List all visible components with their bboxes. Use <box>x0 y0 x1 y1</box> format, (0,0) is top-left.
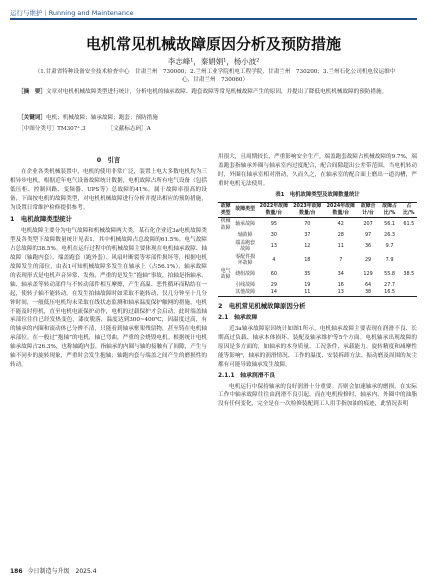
table-cell: 26.3 <box>384 232 396 239</box>
keywords-text: 电机；机械故障；轴承故障；跑套；预防措施 <box>45 115 158 121</box>
table-cell: 28 <box>337 232 344 239</box>
table-cell: 零配件损坏故障 <box>235 253 255 267</box>
abstract-label: ［摘 要］ <box>18 89 46 95</box>
table-cell: 9.7 <box>385 242 394 249</box>
table-cell: 12 <box>304 242 311 249</box>
table-cell: 30 <box>270 232 277 239</box>
table-cell: 机械故障 <box>220 218 231 231</box>
keywords <box>18 113 409 121</box>
table-row <box>218 217 417 232</box>
table-cell: 129 <box>363 270 373 277</box>
fault-table <box>218 202 417 298</box>
table-cell <box>401 232 417 240</box>
table-cell: 电气故障 <box>220 267 231 281</box>
running-header: 运行与维护 | Running and Maintenance <box>10 9 134 17</box>
table-row <box>218 267 417 281</box>
table-cell <box>401 289 417 297</box>
table-row <box>218 281 417 289</box>
header-rule <box>10 18 417 20</box>
table-header-cell: 故障合计/台 <box>358 202 379 217</box>
table-cell: 36 <box>364 242 372 249</box>
table-cell <box>401 253 417 267</box>
affiliation: （1.甘肃省特种设备安全技术检查中心 甘肃兰州 730000；2.兰州工业学院机电工程学院，甘肃兰州 730200；3.兰州石化公司机电仪运维中心，甘肃兰州 730060） <box>34 69 396 83</box>
table-row <box>218 232 417 240</box>
table-cell: 35 <box>304 270 311 277</box>
section211-heading: 2.1.1 轴承润滑不良 <box>218 372 276 379</box>
article-title: 电机常见机械故障原因分析及预防措施 <box>85 35 341 53</box>
table-header-cell: 故障类型 <box>218 202 233 217</box>
authors: 李志峰¹，秦娟娟¹，杨小波² <box>167 57 260 66</box>
table-cell: 29 <box>270 281 277 288</box>
header-section-en: Running and Maintenance <box>48 9 134 17</box>
clc-number: ［中图分类号］TM307⁺.3 <box>18 126 86 132</box>
table-cell: 轴承故障 <box>235 221 255 228</box>
table-cell: 绕组故障 <box>235 270 255 277</box>
table-cell: 7 <box>339 256 343 263</box>
section2-heading: 2 电机常见机械故障原因分析 <box>218 302 306 311</box>
table-cell: 13 <box>324 289 357 297</box>
table-cell: 端盖跑套故障 <box>235 239 255 253</box>
table-header-cell: 故障占比/% <box>379 202 401 217</box>
table-cell: 14 <box>257 289 290 297</box>
table-cell: 18 <box>304 256 311 263</box>
table-cell: 其他故障 <box>233 289 257 297</box>
table-header-cell: 2023年故障数量/台 <box>291 202 324 217</box>
table-cell: 61.5 <box>403 221 415 228</box>
table-cell: 16.5 <box>379 289 401 297</box>
intro-heading: 0 引言 <box>96 156 121 164</box>
table-cell: 引线故障 <box>235 281 255 288</box>
table-cell: 29 <box>364 256 372 263</box>
table-cell: 34 <box>337 270 344 277</box>
table-row <box>218 239 417 253</box>
table-cell: 64 <box>364 281 372 288</box>
table-row <box>218 289 417 297</box>
table-caption: 表1 电机故障类型及故障数量统计 <box>275 191 360 198</box>
table-cell <box>218 289 233 297</box>
table-header-cell: 故障类型 <box>233 202 257 217</box>
table-cell: 27.7 <box>384 281 396 288</box>
table-cell: 37 <box>304 232 311 239</box>
table-cell: 11 <box>337 242 344 249</box>
abstract <box>18 88 409 97</box>
table-header-cell: 占比/% <box>401 202 417 217</box>
table-cell: 95 <box>270 221 277 228</box>
intro-paragraph: 在企业各类机械装置中，电机的使用非常广泛，装置上电大多数电机均为三相异步电机，根据近年电气设备故障统计数据，电机故障占所有电气设备（包括低压柜、控制回路、变频器、UPS等）总故障的41%。属于故障率很高的设备，下面按电机的故障类型，对电机机械故障进行分析并提出相应的预防措施，为设置日常维护检修提供参考。 <box>10 168 207 211</box>
table-row <box>218 253 417 267</box>
page-number: 186 <box>10 568 23 575</box>
section1-paragraph: 电机故障主要分为电气故障和机械故障两大类，某石化企业近3a电机故障类型及各类型下故障数量统计见表1，其中机械故障占总故障的61.5%。电气故障占总故障的38.5%。电机在运行过程中的机械故障主要体现在电机轴承故障、轴故障（轴跑内套）、端盖跑套（跑外套）、风扇叶断裂等零部件损坏等，根据电机故障发生的部位，由表1可知机械故障多发生在轴承上（占56.1%），轴承故障的表现形式是电机声音异常、发热，严重的是发生“抱轴”事故，拍轴是指轴承、轴、轴承盖等转动部件与不转动部件相互摩擦，产生高温、恶性循环而粘结在一起，使转子轴不能转动。在发生拍轴故障时如采取不能转动，仅几分钟至十几分钟时间，一般低压电机均未采取在线状态监测和轴承温度保护触网的措施，电机不能及时停机，直至电机电流保护动作，电机的过载保护才会启动，此时端盖轴承部位往往已经发热变色，漆皮脱落，温度达到300~400℃，因温度过高，有的轴承的内圈和滚动体已分辨不清，只能看到轴承框架残留物，甚至铸在电机轴承部位。在一般过“抱轴”的电机，轴已弯曲，严重的会烧毁电机。根据统计电机轴承故障占26.3%，也称轴跑内套，指轴承的内圈与轴的接触有了间隙，产生与轴不同步的旋转现象，严重时会发生抱轴；轴跑内套与端盖之间产生的磨损性的转动。 <box>10 228 207 368</box>
table-cell <box>218 232 233 240</box>
table-cell: 207 <box>363 221 373 228</box>
table-cell: 42 <box>337 221 344 228</box>
right-paragraph-1: 用很大，且周期较长，严重影响安全生产。端盖跑套故障占机械故障的9.7%，端盖跑套指轴承外圈与轴承室内过度配合，配合间隙超出公差带范围，当电机转动时，外圈在轴承室相对滑动，久而久之，在轴承室的配合面上磨出一道沟槽，严重时电机无法使用。 <box>218 154 417 187</box>
journal-name: 今日制造与升级 2025.4 <box>27 568 97 575</box>
table-header-cell: 2024年故障数量/台 <box>324 202 357 217</box>
left-column <box>10 153 207 370</box>
abstract-text: 文章对电机机械故障类型进行统计，分析电机的轴承故障、跑套故障等常见机械故障产生的原因，并提出了降低电机机械故障的预防措施。 <box>45 89 388 95</box>
table-cell: 轴故障 <box>237 232 253 239</box>
table-cell <box>218 253 233 267</box>
table-cell <box>218 281 233 289</box>
table-cell: 60 <box>270 270 277 277</box>
table-cell <box>401 281 417 289</box>
table-cell: 70 <box>304 221 311 228</box>
section211-paragraph: 电机运行中保持轴承的良好润滑十分重要。否则会加速轴承的磨损，在实际工作中轴承故障往往由润滑不良引起，而在电机检修时，轴承内、外圈中的油脂没有任何变化，完全是在一次检修装配到工人用手指加油的痕迹，此情况表明 <box>218 383 417 408</box>
table-cell: 16 <box>337 281 344 288</box>
table-cell: 38.5 <box>403 270 415 277</box>
table-cell <box>218 239 233 253</box>
section21-paragraph: 近3a轴承故障原因统计如图1所示。电机轴承故障主要表现在润滑不良、长期高过负载、轴承本体损坏、装配及轴承维护等5个方面。电机轴承出现故障的原因是多方面的，如轴承的本身质量、工况条件、承载能力、旋转精度和减摩性能等影响⁶，轴承的润滑情况、工作的温度、安装拆卸方法、振动磨及周围的灰尘都有可能导致轴承发生故障。 <box>218 326 417 368</box>
section21-heading: 2.1 轴承故障 <box>218 315 258 322</box>
table-cell: 56.1 <box>384 221 396 228</box>
table-cell: 13 <box>270 242 277 249</box>
table-cell: 7.9 <box>385 256 394 263</box>
table-cell: 55.8 <box>384 270 396 277</box>
section1-heading: 1 电机故障类型统计 <box>10 215 72 224</box>
table-cell: 19 <box>304 281 311 288</box>
table-cell <box>401 239 417 253</box>
table-cell: 97 <box>364 232 372 239</box>
classification <box>18 124 409 132</box>
document-code: ［文献标志码］A <box>107 126 151 132</box>
table-cell: 38 <box>358 289 379 297</box>
table-cell: 4 <box>272 256 276 263</box>
table-header-cell: 2022年故障数量/台 <box>257 202 290 217</box>
table-cell: 11 <box>291 289 324 297</box>
page-footer <box>10 566 97 575</box>
header-section-cn: 运行与维护 <box>10 9 43 17</box>
right-column <box>218 153 417 409</box>
keywords-label: ［关键词］ <box>18 115 46 121</box>
